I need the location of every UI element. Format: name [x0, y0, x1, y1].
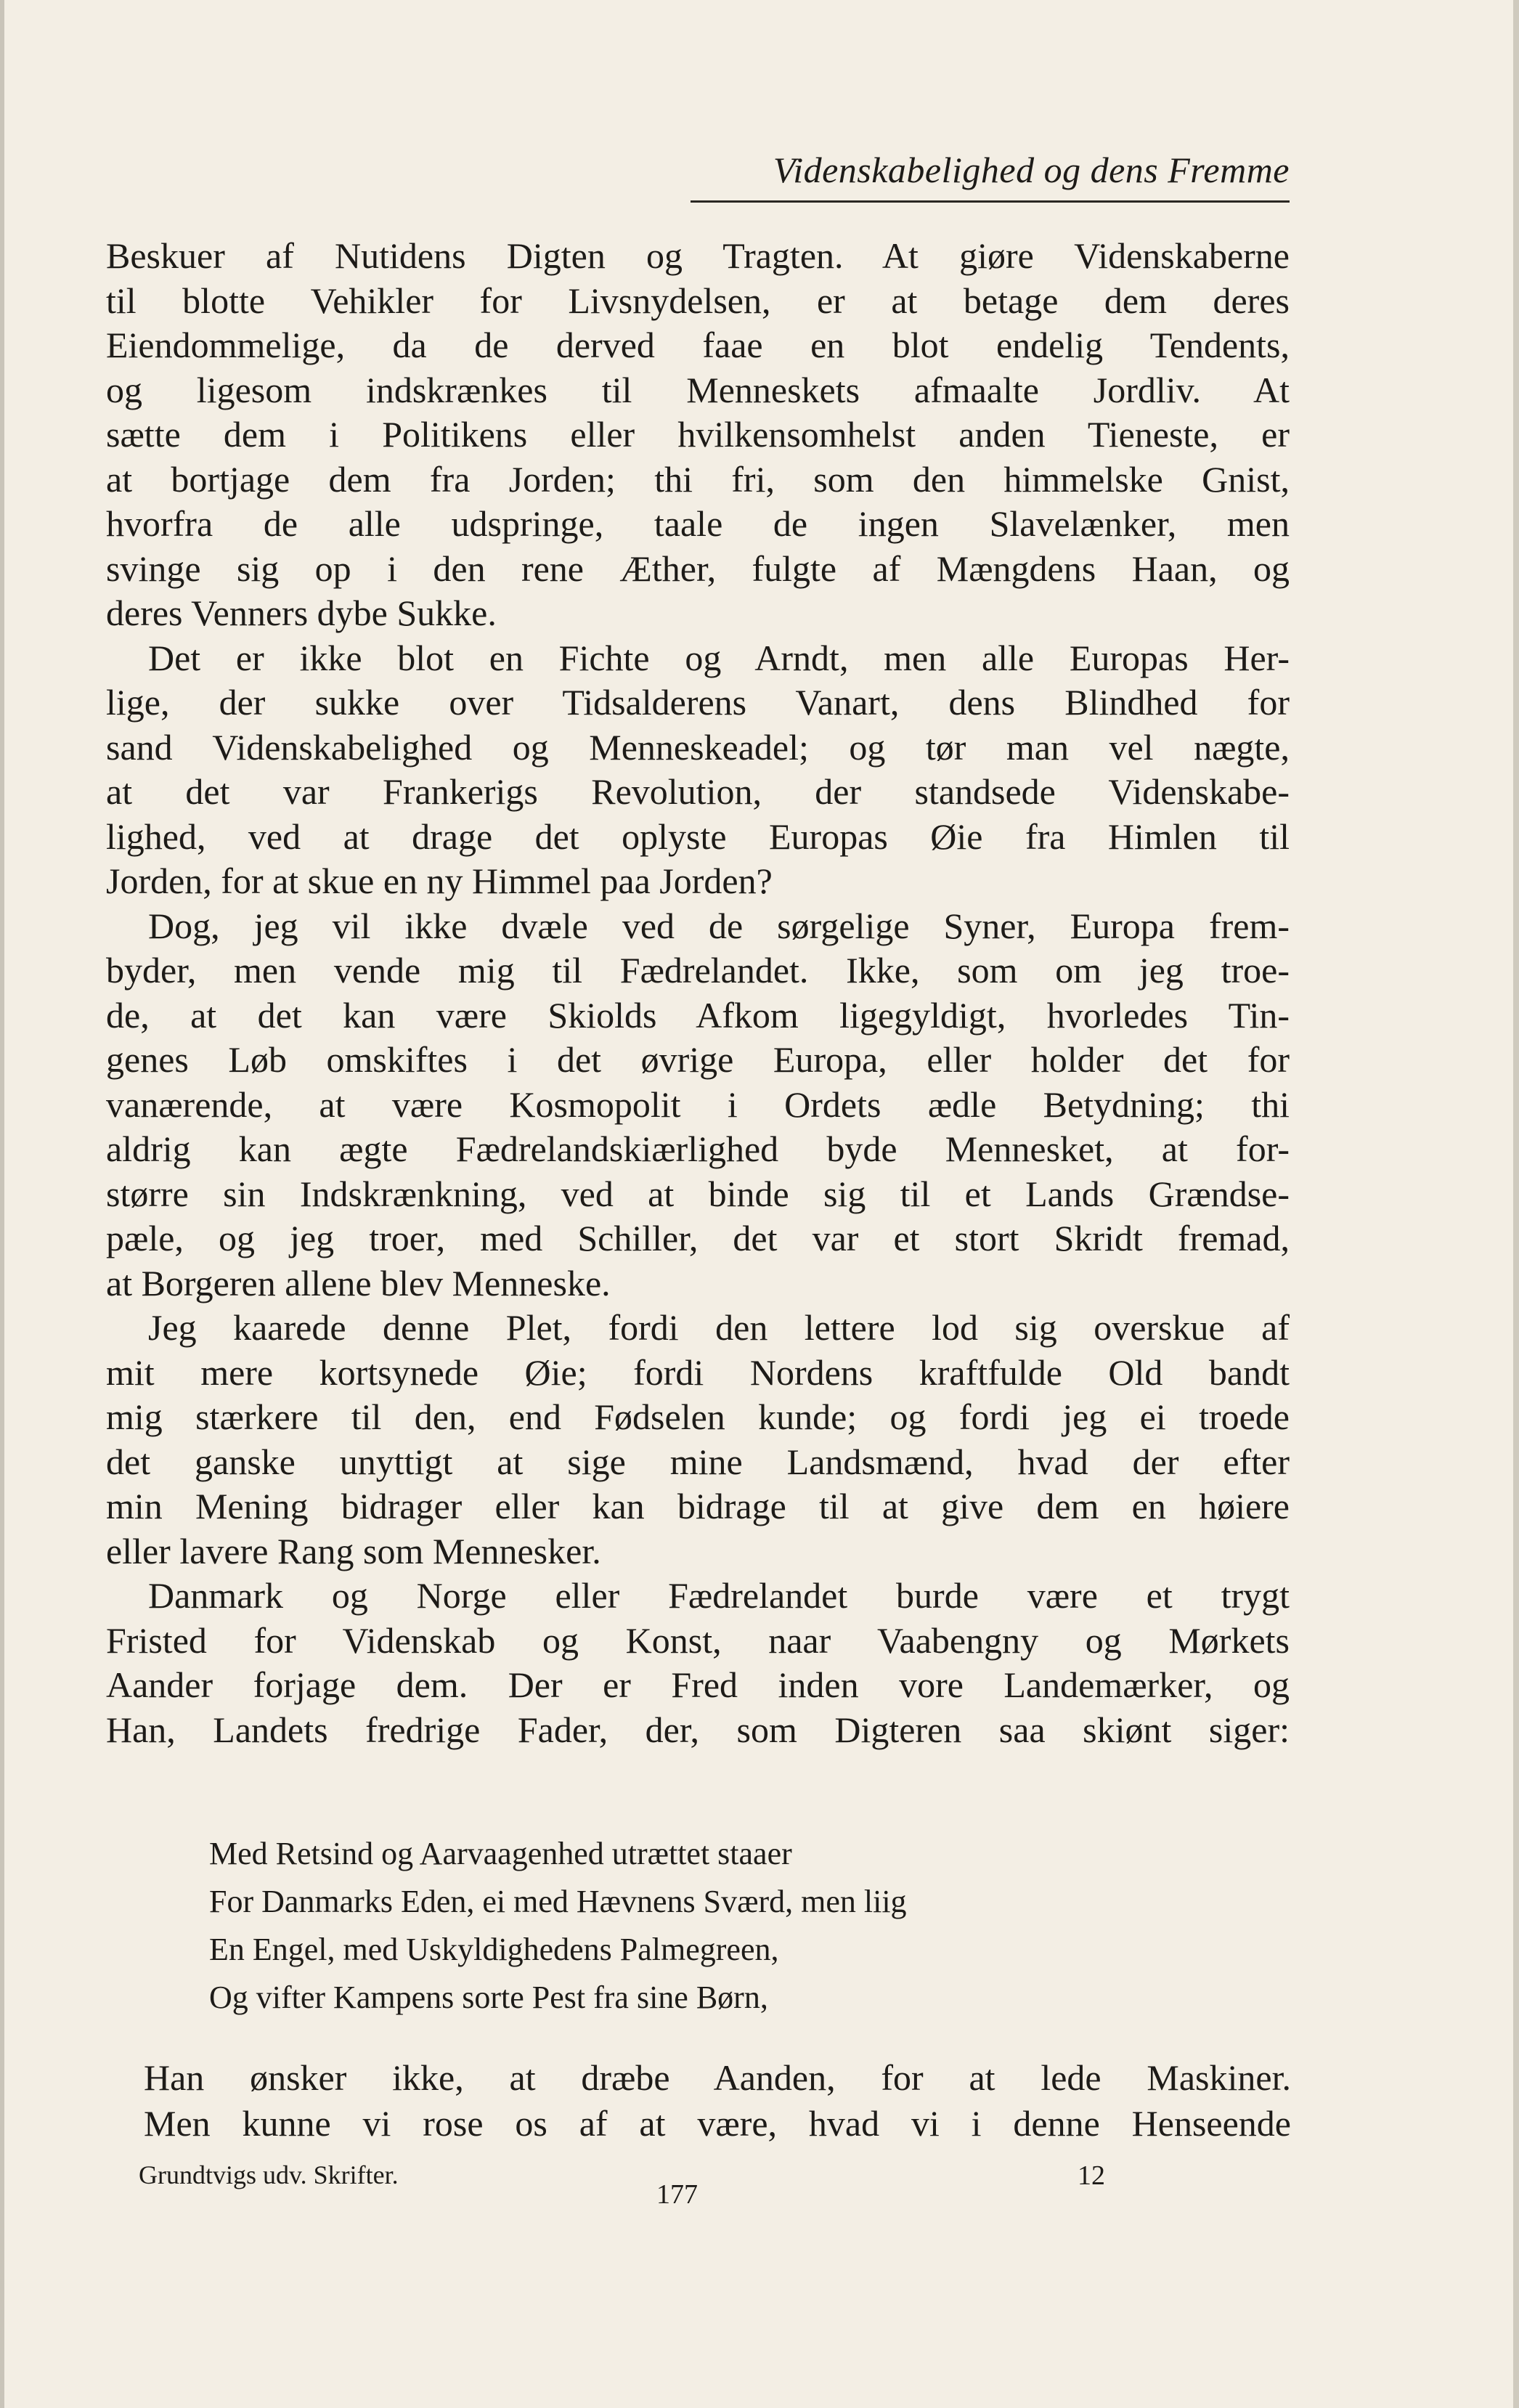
text-line: Fristed for Videnskab og Konst, naar Vaabengny og Mørkets [106, 1619, 1290, 1661]
text-line: Dog, jeg vil ikke dvæle ved de sørgelige Syner, Europa frem- [148, 905, 1290, 946]
text-line: lighed, ved at drage det oplyste Europas Øie fra Himlen til [106, 815, 1290, 857]
text-line: genes Løb omskiftes i det øvrige Europa, eller holder det for [106, 1039, 1290, 1080]
footer-signature: Grundtvigs udv. Skrifter. [139, 2160, 399, 2189]
text-line: til blotte Vehikler for Livsnydelsen, er at betage dem deres [106, 280, 1290, 321]
poem-line: Med Retsind og Aarvaagenhed utrættet staaer [209, 1836, 792, 1871]
after-poem-text [144, 2055, 1291, 2147]
text-line: og ligesom indskrænkes til Menneskets afmaalte Jordliv. At [106, 369, 1290, 410]
text-line: Men kunne vi rose os af at være, hvad vi i denne Henseende [144, 2103, 1291, 2144]
running-head: Videnskabelighed og dens Fremme [773, 150, 1290, 190]
text-line: det ganske unyttigt at sige mine Landsmænd, hvad der efter [106, 1441, 1290, 1482]
text-line: Jeg kaarede denne Plet, fordi den lettere lod sig overskue af [148, 1307, 1290, 1348]
text-line: at det var Frankerigs Revolution, der standsede Videnskabe- [106, 771, 1290, 812]
text-line: deres Venners dybe Sukke. [106, 593, 497, 633]
text-line: Han, Landets fredrige Fader, der, som Digteren saa skiønt siger: [106, 1709, 1290, 1750]
text-line: de, at det kan være Skiolds Afkom ligegyldigt, hvorledes Tin- [106, 994, 1290, 1036]
sheet-number: 12 [1078, 2160, 1105, 2191]
text-line: Det er ikke blot en Fichte og Arndt, men alle Europas Her- [148, 637, 1290, 678]
poem-quote [209, 1830, 1262, 2022]
poem-line: For Danmarks Eden, ei med Hævnens Sværd, men liig [209, 1884, 907, 1919]
text-line: byder, men vende mig til Fædrelandet. Ikke, som om jeg troe- [106, 950, 1290, 991]
text-line: pæle, og jeg troer, med Schiller, det var et stort Skridt fremad, [106, 1218, 1290, 1258]
text-line: lige, der sukke over Tidsalderens Vanart, dens Blindhed for [106, 682, 1290, 723]
poem-line: Og vifter Kampens sorte Pest fra sine Børn, [209, 1980, 768, 2015]
text-line: Danmark og Norge eller Fædrelandet burde være et trygt [148, 1575, 1290, 1616]
text-line: aldrig kan ægte Fædrelandskiærlighed byde Mennesket, at for- [106, 1128, 1290, 1169]
text-line: Han ønsker ikke, at dræbe Aanden, for at lede Maskiner. [144, 2057, 1291, 2098]
text-line: mit mere kortsynede Øie; fordi Nordens kraftfulde Old bandt [106, 1351, 1290, 1393]
text-line: at Borgeren allene blev Menneske. [106, 1262, 611, 1303]
text-line: min Mening bidrager eller kan bidrage til at give dem en høiere [106, 1486, 1290, 1526]
text-line: sand Videnskabelighed og Menneskeadel; og tør man vel nægte, [106, 726, 1290, 768]
text-line: Aander forjage dem. Der er Fred inden vore Landemærker, og [106, 1664, 1290, 1705]
text-line: Jorden, for at skue en ny Himmel paa Jorden? [106, 861, 773, 901]
text-line: at bortjage dem fra Jorden; thi fri, som den himmelske Gnist, [106, 458, 1290, 500]
text-line: hvorfra de alle udspringe, taale de ingen Slavelænker, men [106, 503, 1290, 544]
body-text [106, 234, 1290, 1752]
poem-line: En Engel, med Uskyldighedens Palmegreen, [209, 1932, 779, 1967]
text-line: svinge sig op i den rene Æther, fulgte af Mængdens Haan, og [106, 548, 1290, 589]
text-line: større sin Indskrænkning, ved at binde sig til et Lands Grændse- [106, 1173, 1290, 1214]
text-line: sætte dem i Politikens eller hvilkensomhelst anden Tieneste, er [106, 414, 1290, 455]
text-line: mig stærkere til den, end Fødselen kunde; og fordi jeg ei troede [106, 1396, 1290, 1437]
page-number: 177 [656, 2179, 698, 2210]
text-line: Eiendommelige, da de derved faae en blot endelig Tendents, [106, 325, 1290, 365]
text-line: Beskuer af Nutidens Digten og Tragten. At giøre Videnskaberne [106, 235, 1290, 276]
text-line: vanærende, at være Kosmopolit i Ordets ædle Betydning; thi [106, 1083, 1290, 1125]
header-rule [691, 200, 1290, 203]
text-line: eller lavere Rang som Mennesker. [106, 1530, 601, 1571]
